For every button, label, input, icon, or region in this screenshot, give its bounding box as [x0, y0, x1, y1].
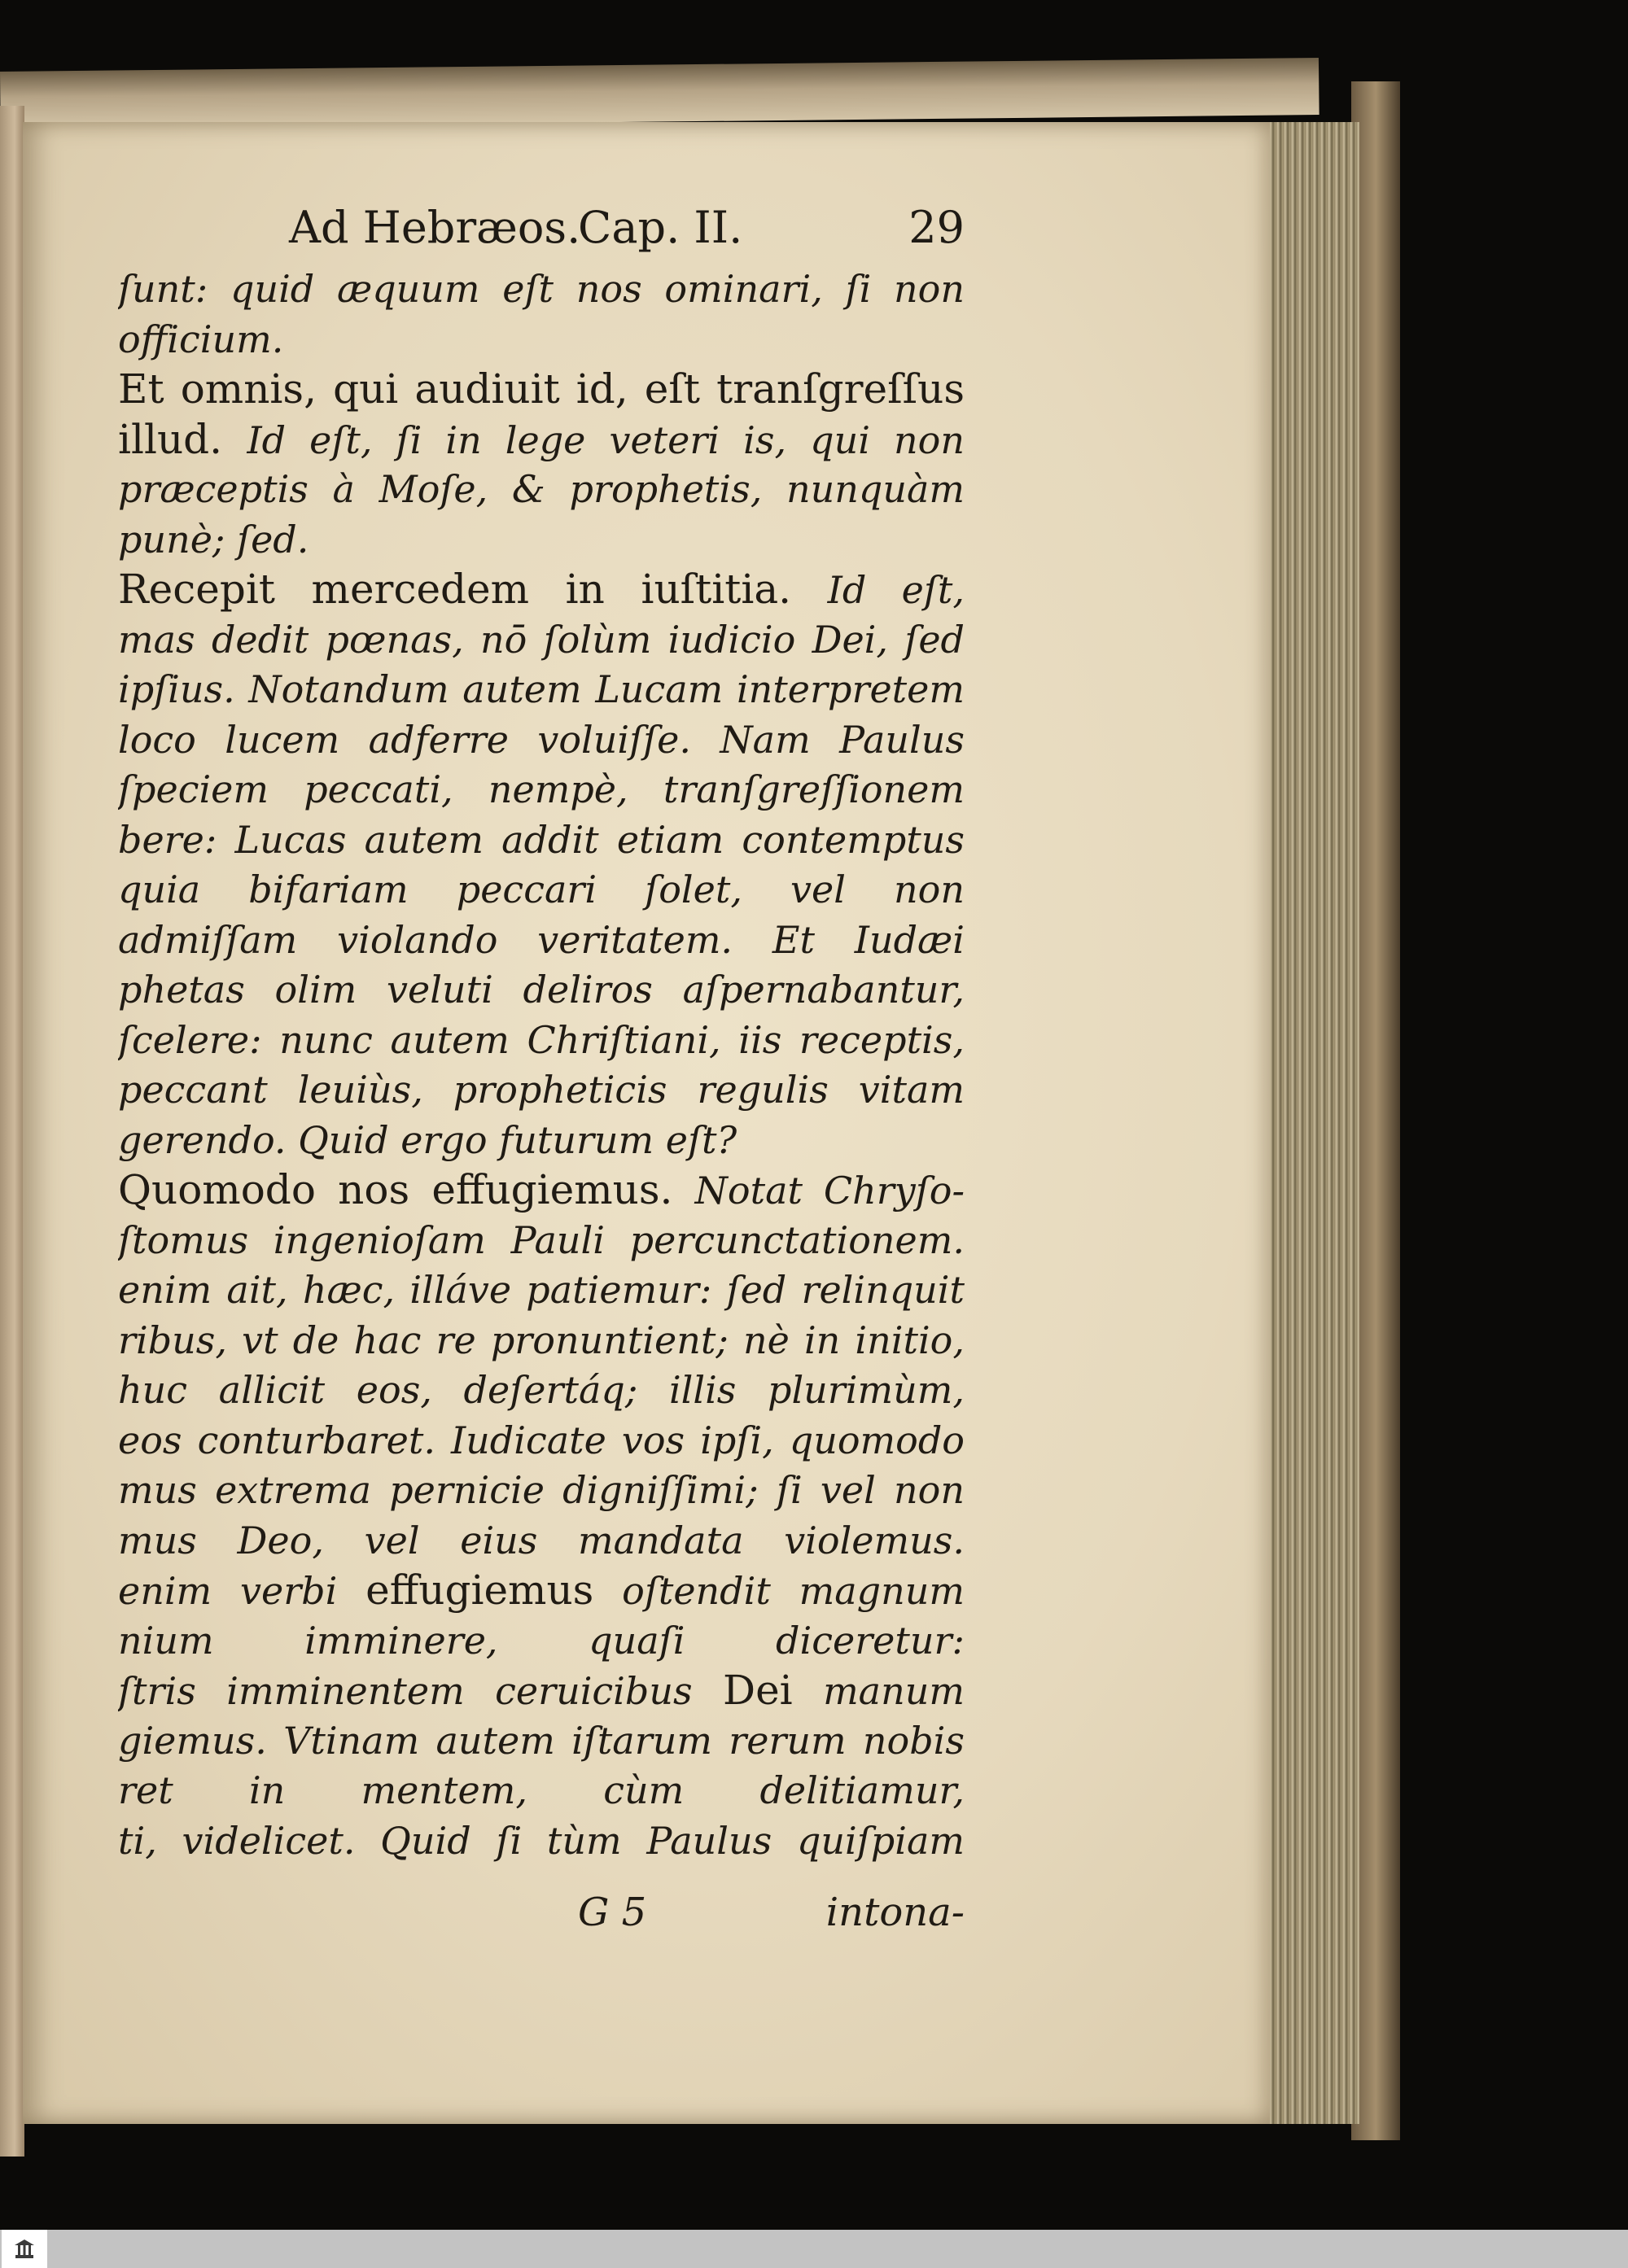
italic-run: enim verbi [118, 1569, 366, 1613]
italic-run: Id eſt, ſi in lege veteri is, qui non [247, 417, 965, 462]
text-line [118, 1666, 965, 1716]
italic-run: nium imminere, quaſi diceretur: [118, 1618, 965, 1663]
text-line [118, 315, 965, 365]
italic-run: giemus. Vtinam autem iſtarum rerum nobis [118, 1718, 965, 1763]
text-line [118, 1065, 965, 1116]
catchword: intona- [825, 1890, 965, 1935]
text-line [118, 1766, 965, 1816]
italic-run: Notat Chryſo- [694, 1169, 965, 1213]
italic-run: ſcelere: nunc autem Chriſtiani, iis receptis, [118, 1017, 965, 1062]
italic-run: admiſſam violando veritatem. Et Iudæi [118, 917, 965, 962]
italic-run: ret in mentem, cùm delitiamur, [118, 1768, 965, 1812]
italic-run: officium. [118, 317, 284, 361]
text-line [118, 1466, 965, 1516]
italic-run: ſtris imminentem ceruicibus [118, 1669, 723, 1713]
text-line [118, 615, 965, 666]
text-line [118, 1516, 965, 1567]
italic-run: mus Deo, vel eius mandata violemus. [118, 1518, 965, 1562]
roman-run: effugiemus [365, 1567, 594, 1614]
italic-run: manum [823, 1669, 965, 1713]
text-line [118, 515, 965, 566]
running-head [289, 202, 965, 259]
roman-run: Quomodo nos effugiemus. [118, 1166, 695, 1213]
roman-run: Et omnis, qui audiuit id, eſt tranſgreſſus [118, 365, 965, 413]
text-line [118, 1165, 965, 1216]
roman-run: Dei [722, 1667, 793, 1714]
body-text [118, 264, 965, 1866]
text-line [118, 415, 965, 465]
text-line [118, 1566, 965, 1616]
italic-run: quia bifariam peccari ſolet, vel non [118, 867, 965, 911]
text-line [118, 465, 965, 515]
text-line [118, 965, 965, 1016]
italic-run: peccant leuiùs, propheticis regulis vitam [118, 1068, 965, 1112]
text-line [118, 916, 965, 966]
text-line [118, 1416, 965, 1466]
italic-run: oſtendit magnum [622, 1569, 965, 1613]
text-line [118, 1016, 965, 1066]
italic-run: gerendo. Quid ergo futurum eſt? [118, 1117, 737, 1162]
italic-run: bere: Lucas autem addit etiam contemptus [118, 817, 965, 862]
text-line [118, 365, 965, 415]
page-footer [118, 1890, 965, 1947]
library-logo-icon [2, 2230, 47, 2268]
book-cover-top-edge [0, 58, 1319, 129]
page-number: 29 [908, 202, 965, 253]
roman-run: Recepit mercedem in iuſtitia. [118, 566, 828, 613]
italic-run: enim ait, hæc, illáve patiemur: ſed relinquit [118, 1268, 965, 1312]
italic-run: ribus, vt de hac re pronuntient; nè in initio, [118, 1318, 965, 1362]
text-line [118, 815, 965, 866]
text-line [118, 1216, 965, 1266]
italic-run: punè; ſed. [118, 517, 309, 562]
text-line [118, 565, 965, 615]
text-line [118, 765, 965, 815]
italic-run: loco lucem adferre voluiſſe. Nam Paulus [118, 717, 965, 762]
italic-run: ti, videlicet. Quid ſi tùm Paulus quiſpiam [118, 1818, 965, 1863]
text-line [118, 1366, 965, 1416]
italic-run: ſtomus ingenioſam Pauli percunctationem. [118, 1217, 965, 1262]
text-line [118, 1816, 965, 1867]
text-line [118, 1616, 965, 1667]
italic-run: mus extrema pernicie digniſſimi; ſi vel non [118, 1468, 965, 1512]
text-line [118, 1316, 965, 1366]
viewer-bottom-bar [0, 2230, 1628, 2268]
italic-run: Id eſt, [827, 568, 965, 612]
chapter-label: Cap. II. [578, 202, 743, 253]
italic-run: eos conturbaret. Iudicate vos ipſi, quomodo [118, 1418, 965, 1462]
italic-run: phetas olim veluti deliros aſpernabantur, [118, 968, 965, 1012]
roman-run: illud. [118, 415, 247, 463]
text-line [118, 264, 965, 315]
text-line [118, 1265, 965, 1316]
signature-mark: G 5 [578, 1890, 647, 1935]
italic-run: mas dedit pœnas, nō ſolùm iudicio Dei, ſed [118, 617, 965, 662]
italic-run: ſunt: quid æquum eſt nos ominari, ſi non [118, 267, 965, 311]
facing-page-edge [0, 106, 24, 2157]
italic-run: præceptis à Moſe, & prophetis, nunquàm [118, 467, 965, 511]
running-title: Ad Hebræos. [289, 202, 581, 253]
text-line [118, 665, 965, 715]
text-line [118, 1716, 965, 1767]
italic-run: huc allicit eos, deſertáq; illis plurimùm, [118, 1368, 965, 1412]
italic-run: ſpeciem peccati, nempè, tranſgreſſionem [118, 767, 965, 811]
italic-run: ipſius. Notandum autem Lucam interpretem [118, 667, 965, 711]
text-line [118, 865, 965, 916]
text-line [118, 1116, 965, 1166]
text-line [118, 715, 965, 766]
